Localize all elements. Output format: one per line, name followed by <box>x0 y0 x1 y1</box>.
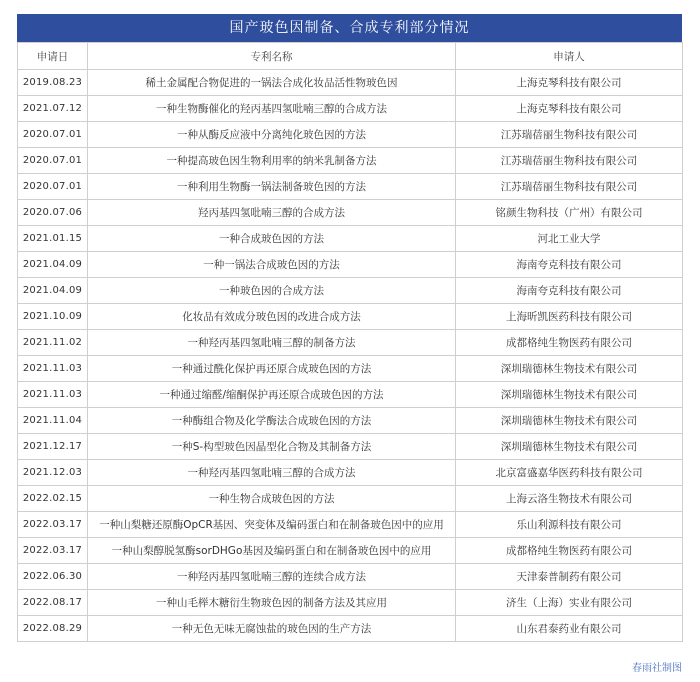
cell-applicant: 上海克琴科技有限公司 <box>456 70 683 96</box>
cell-date: 2021.01.15 <box>18 226 88 252</box>
cell-date: 2021.10.09 <box>18 304 88 330</box>
cell-title: 一种S-构型玻色因晶型化合物及其制备方法 <box>88 434 456 460</box>
table-row <box>18 538 683 564</box>
cell-applicant: 深圳瑞德林生物技术有限公司 <box>456 408 683 434</box>
cell-applicant: 天津泰普制药有限公司 <box>456 564 683 590</box>
table-row <box>18 174 683 200</box>
table-row <box>18 226 683 252</box>
cell-title: 稀土金属配合物促进的一锅法合成化妆品活性物玻色因 <box>88 70 456 96</box>
column-header-title: 专利名称 <box>88 43 456 70</box>
cell-applicant: 山东君泰药业有限公司 <box>456 616 683 642</box>
table-row <box>18 122 683 148</box>
table-title: 国产玻色因制备、合成专利部分情况 <box>17 14 682 42</box>
table-row <box>18 304 683 330</box>
cell-date: 2020.07.01 <box>18 122 88 148</box>
cell-title: 化妆品有效成分玻色因的改进合成方法 <box>88 304 456 330</box>
cell-date: 2021.11.04 <box>18 408 88 434</box>
cell-applicant: 上海云洛生物技术有限公司 <box>456 486 683 512</box>
table-row <box>18 512 683 538</box>
cell-applicant: 海南夸克科技有限公司 <box>456 278 683 304</box>
cell-title: 一种羟丙基四氢吡喃三醇的连续合成方法 <box>88 564 456 590</box>
cell-date: 2022.03.17 <box>18 538 88 564</box>
table-row <box>18 278 683 304</box>
cell-date: 2022.06.30 <box>18 564 88 590</box>
cell-applicant: 江苏瑞蓓丽生物科技有限公司 <box>456 174 683 200</box>
cell-applicant: 深圳瑞德林生物技术有限公司 <box>456 356 683 382</box>
cell-applicant: 铭颜生物科技（广州）有限公司 <box>456 200 683 226</box>
table-row <box>18 148 683 174</box>
cell-date: 2021.04.09 <box>18 278 88 304</box>
cell-title: 一种山毛榉木糖衍生物玻色因的制备方法及其应用 <box>88 590 456 616</box>
table-row <box>18 616 683 642</box>
cell-date: 2021.12.03 <box>18 460 88 486</box>
cell-title: 一种玻色因的合成方法 <box>88 278 456 304</box>
column-header-applicant: 申请人 <box>456 43 683 70</box>
table-row <box>18 590 683 616</box>
cell-applicant: 深圳瑞德林生物技术有限公司 <box>456 382 683 408</box>
column-header-date: 申请日 <box>18 43 88 70</box>
cell-date: 2022.08.29 <box>18 616 88 642</box>
patent-table-container <box>17 14 682 642</box>
cell-applicant: 济生（上海）实业有限公司 <box>456 590 683 616</box>
patent-table <box>17 42 683 642</box>
cell-title: 羟丙基四氢吡喃三醇的合成方法 <box>88 200 456 226</box>
cell-date: 2021.12.17 <box>18 434 88 460</box>
cell-applicant: 海南夸克科技有限公司 <box>456 252 683 278</box>
cell-title: 一种山梨糖还原酶OpCR基因、突变体及编码蛋白和在制备玻色因中的应用 <box>88 512 456 538</box>
cell-date: 2021.07.12 <box>18 96 88 122</box>
cell-applicant: 江苏瑞蓓丽生物科技有限公司 <box>456 122 683 148</box>
cell-date: 2020.07.06 <box>18 200 88 226</box>
table-row <box>18 330 683 356</box>
cell-title: 一种合成玻色因的方法 <box>88 226 456 252</box>
cell-date: 2021.04.09 <box>18 252 88 278</box>
cell-applicant: 河北工业大学 <box>456 226 683 252</box>
cell-title: 一种一锅法合成玻色因的方法 <box>88 252 456 278</box>
cell-date: 2022.02.15 <box>18 486 88 512</box>
table-row <box>18 200 683 226</box>
cell-title: 一种山梨醇脱氢酶sorDHGo基因及编码蛋白和在制备玻色因中的应用 <box>88 538 456 564</box>
cell-date: 2021.11.03 <box>18 356 88 382</box>
cell-date: 2022.03.17 <box>18 512 88 538</box>
cell-date: 2022.08.17 <box>18 590 88 616</box>
cell-title: 一种无色无味无腐蚀盐的玻色因的生产方法 <box>88 616 456 642</box>
source-credit: 春雨社制图 <box>632 663 682 674</box>
cell-date: 2019.08.23 <box>18 70 88 96</box>
cell-title: 一种提高玻色因生物利用率的纳米乳制备方法 <box>88 148 456 174</box>
table-row <box>18 460 683 486</box>
cell-applicant: 乐山利源科技有限公司 <box>456 512 683 538</box>
table-row <box>18 70 683 96</box>
table-row <box>18 408 683 434</box>
cell-title: 一种通过缩醛/缩酮保护再还原合成玻色因的方法 <box>88 382 456 408</box>
cell-date: 2020.07.01 <box>18 148 88 174</box>
cell-title: 一种酶组合物及化学酶法合成玻色因的方法 <box>88 408 456 434</box>
cell-date: 2021.11.03 <box>18 382 88 408</box>
cell-date: 2021.11.02 <box>18 330 88 356</box>
cell-title: 一种羟丙基四氢吡喃三醇的合成方法 <box>88 460 456 486</box>
cell-applicant: 江苏瑞蓓丽生物科技有限公司 <box>456 148 683 174</box>
table-row <box>18 356 683 382</box>
table-row <box>18 434 683 460</box>
cell-title: 一种羟丙基四氢吡喃三醇的制备方法 <box>88 330 456 356</box>
cell-applicant: 北京富盛嘉华医药科技有限公司 <box>456 460 683 486</box>
cell-title: 一种生物合成玻色因的方法 <box>88 486 456 512</box>
table-row <box>18 486 683 512</box>
header-row <box>18 43 683 70</box>
table-row <box>18 382 683 408</box>
cell-applicant: 上海克琴科技有限公司 <box>456 96 683 122</box>
cell-title: 一种从酶反应液中分离纯化玻色因的方法 <box>88 122 456 148</box>
table-row <box>18 96 683 122</box>
cell-applicant: 深圳瑞德林生物技术有限公司 <box>456 434 683 460</box>
cell-applicant: 成都格纯生物医药有限公司 <box>456 538 683 564</box>
cell-applicant: 成都格纯生物医药有限公司 <box>456 330 683 356</box>
cell-date: 2020.07.01 <box>18 174 88 200</box>
cell-applicant: 上海昕凯医药科技有限公司 <box>456 304 683 330</box>
cell-title: 一种通过酰化保护再还原合成玻色因的方法 <box>88 356 456 382</box>
table-row <box>18 564 683 590</box>
cell-title: 一种生物酶催化的羟丙基四氢吡喃三醇的合成方法 <box>88 96 456 122</box>
table-row <box>18 252 683 278</box>
cell-title: 一种利用生物酶一锅法制备玻色因的方法 <box>88 174 456 200</box>
